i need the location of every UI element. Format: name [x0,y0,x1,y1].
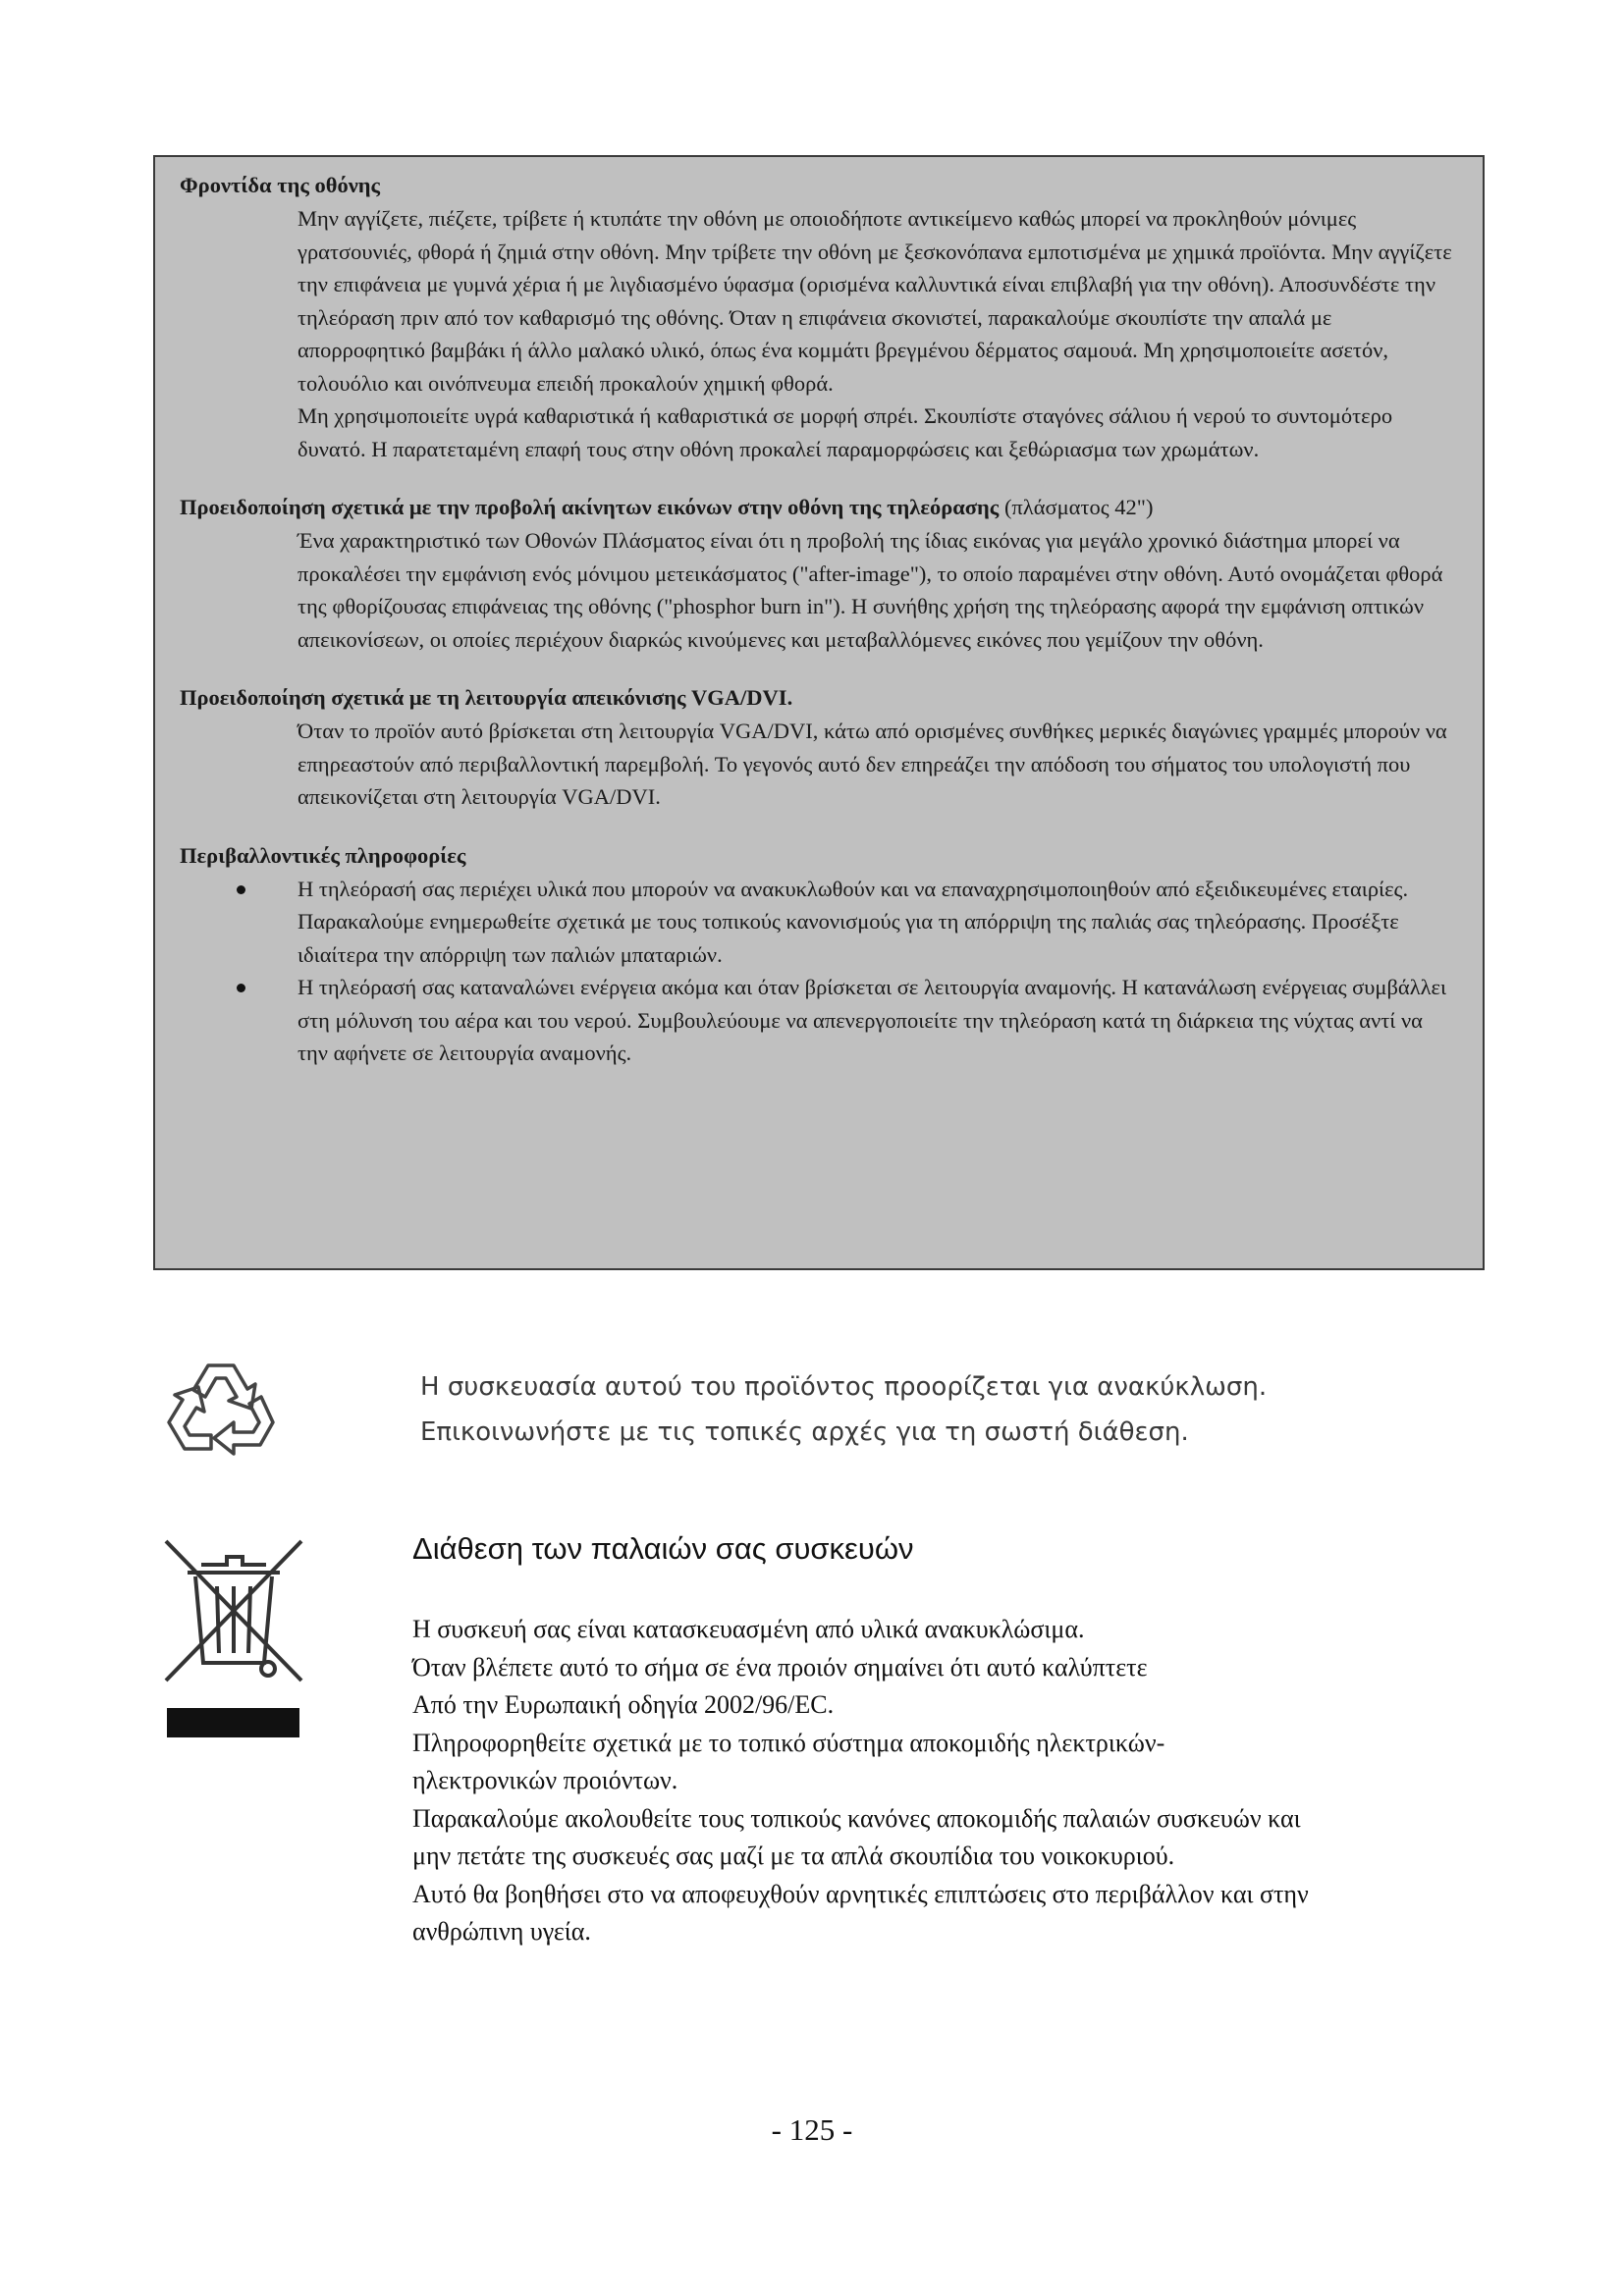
disposal-line: Η συσκευή σας είναι κατασκευασμένη από υλικά ανακυκλώσιμα. [412,1615,1085,1643]
disposal-line: μην πετάτε της συσκευές σας μαζί με τα απλά σκουπίδια του νοικοκυριού. [412,1842,1175,1870]
bullet-icon [237,885,245,894]
section-heading [180,491,1453,524]
section-paragraph: Ένα χαρακτηριστικό των Οθονών Πλάσματος είναι ότι η προβολή της ίδιας εικόνας για μεγάλο χρονικό διάστημα μπορεί να προκαλέσει την εμφάνιση ενός μόνιμου μετεικάσματος ("after-image"), το οποίο παραμένει στην οθόνη. Αυτό ονομάζεται φθορά της φθορίζουσας επιφάνειας της οθόνης ("phosphor burn in"). Η συνήθης χρήση της τηλεόρασης αφορά την εμφάνιση οπτικών απεικονίσεων, οι οποίες περιέχουν διαρκώς κινούμενες και μεταβαλλόμενες εικόνες που γεμίζουν την οθόνη. [298,528,1443,652]
section-screen-care [180,169,1453,465]
list-item [180,971,1453,1070]
recycle-notice [420,1364,1500,1455]
page-number: - 125 - [771,2112,853,2147]
notice-box [153,155,1485,1270]
section-environmental-info [180,839,1453,1070]
recycle-icon [157,1358,285,1480]
section-heading: Προειδοποίηση σχετικά με τη λειτουργία απεικόνισης VGA/DVI. [180,685,793,710]
list-item-text: Η τηλεόρασή σας καταναλώνει ενέργεια ακόμα και όταν βρίσκεται σε λειτουργία αναμονής. Η κατανάλωση ενέργειας συμβάλλει στη μόλυνση του αέρα και του νερού. Συμβουλεύουμε να απενεργοποιείτε την τηλεόραση κατά τη διάρκεια της νύχτας αντί να την αφήνετε σε λειτουργία αναμονής. [298,975,1447,1065]
section-heading: Φροντίδα της οθόνης [180,173,381,197]
disposal-line: Από την Ευρωπαική οδηγία 2002/96/EC. [412,1690,835,1719]
section-heading: Περιβαλλοντικές πληροφορίες [180,842,466,868]
section-paragraph: Μη χρησιμοποιείτε υγρά καθαριστικά ή καθαριστικά σε μορφή σπρέι. Σκουπίστε σταγόνες σάλιου ή νερού το συντομότερο δυνατό. Η παρατεταμένη επαφή τους στην οθόνη προκαλεί παραμορφώσεις και ξεθώριασμα των χρωμάτων. [298,403,1393,461]
bullet-icon [237,984,245,992]
disposal-line: Παρακαλούμε ακολουθείτε τους τοπικούς κανόνες αποκομιδής παλαιών συσκευών και [412,1803,1301,1833]
recycle-line: Επικοινωνήστε με τις τοπικές αρχές για τη σωστή διάθεση. [420,1417,1189,1447]
section-heading-suffix: (πλάσματος 42") [999,495,1154,519]
section-paragraph: Όταν το προϊόν αυτό βρίσκεται στη λειτουργία VGA/DVI, κάτω από ορισμένες συνθήκες μερικές διαγώνιες γραμμές μπορούν να επηρεαστούν από περιβαλλοντική παρεμβολή. Το γεγονός αυτό δεν επηρεάζει την απόδοση του σήματος του υπολογιστή που απεικονίζεται στη λειτουργία VGA/DVI. [298,719,1447,809]
disposal-line: Αυτό θα βοηθήσει στο να αποφευχθούν αρνητικές επιπτώσεις στο περιβάλλον και στην [412,1879,1309,1908]
disposal-line: ανθρώπινη υγεία. [412,1917,591,1946]
section-still-images-warning [180,491,1453,656]
disposal-text [412,1611,1502,1951]
recycle-line: Η συσκευασία αυτού του προϊόντος προορίζεται για ανακύκλωση. [420,1372,1268,1402]
section-heading-text: Προειδοποίηση σχετικά με την προβολή ακίνητων εικόνων στην οθόνη της τηλεόρασης [180,495,1000,519]
section-vga-dvi-warning [180,681,1453,814]
disposal-line: ηλεκτρονικών προιόντων. [412,1766,678,1794]
disposal-line: Όταν βλέπετε αυτό το σήμα σε ένα προιόν σημαίνει ότι αυτό καλύπτετε [412,1652,1148,1682]
disposal-title: Διάθεση των παλαιών σας συσκευών [412,1531,914,1566]
bullet-list [180,873,1453,1070]
section-paragraph: Μην αγγίζετε, πιέζετε, τρίβετε ή κτυπάτε την οθόνη με οποιοδήποτε αντικείμενο καθώς μπορεί να προκληθούν μόνιμες γρατσουνιές, φθορά ή ζημιά στην οθόνη. Μην τρίβετε την οθόνη με ξεσκονόπανα εμποτισμένα με χημικά προϊόντα. Μην αγγίζετε την επιφάνεια με γυμνά χέρια ή με λιγδιασμένο ύφασμα (ορισμένα καλλυντικά είναι επιβλαβή για την οθόνη). Αποσυνδέστε την τηλεόραση πριν από τον καθαρισμό της οθόνης. Όταν η επιφάνεια σκονιστεί, παρακαλούμε σκουπίστε την απαλά με απορροφητικό βαμβάκι ή άλλο μαλακό υλικό, όπως ένα κομμάτι βρεγμένου δέρματος σαμουά. Μη χρησιμοποιείτε ασετόν, τολουόλιο και οινόπνευμα επειδή προκαλούν χημική φθορά. [298,206,1452,396]
list-item [180,873,1453,972]
disposal-line: Πληροφορηθείτε σχετικά με το τοπικό σύστημα αποκομιδής ηλεκτρικών- [412,1728,1165,1757]
list-item-text: Η τηλεόρασή σας περιέχει υλικά που μπορούν να ανακυκλωθούν και να επαναχρησιμοποιηθούν από εξειδικευμένες εταιρίες. Παρακαλούμε ενημερωθείτε σχετικά με τους τοπικούς κανονισμούς για τη απόρριψη της παλιάς σας τηλεόρασης. Προσέξτε ιδιαίτερα την απόρριψη των παλιών μπαταριών. [298,876,1409,967]
crossed-out-bin-icon [160,1533,307,1744]
